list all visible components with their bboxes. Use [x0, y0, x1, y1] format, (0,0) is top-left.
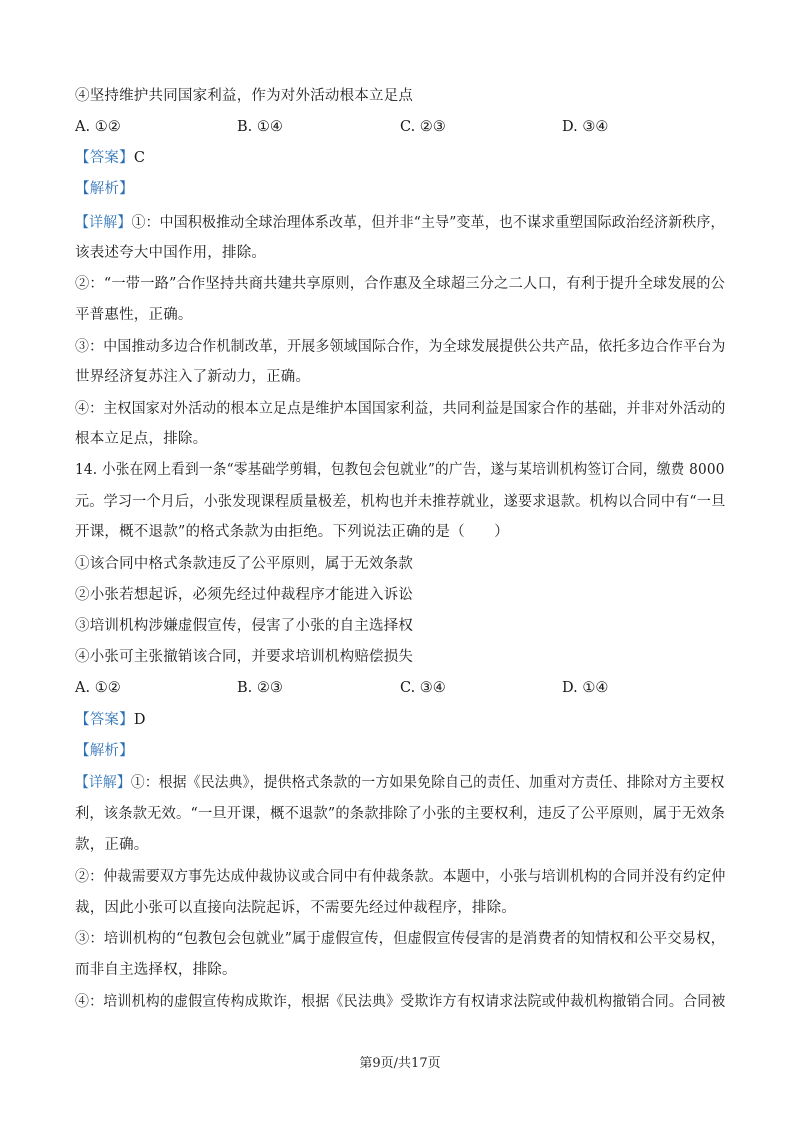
q14-option-a: A. ①② [75, 680, 121, 696]
q13-detail-line: ②：“一带一路”合作坚持共商共建共享原则，合作惠及全球超三分之二人口，有利于提升全球发展的公 [75, 276, 726, 292]
q14-detail-line: 裁，因此小张可以直接向法院起诉，不需要先经过仲裁程序，排除。 [75, 900, 516, 916]
q13-item-4: ④坚持维护共同国家利益，作为对外活动根本立足点 [75, 88, 414, 104]
q13-option-b: B. ①④ [237, 119, 283, 135]
answer-tag: 【答案】 [75, 712, 134, 728]
q14-detail-line: 而非自主选择权，排除。 [75, 962, 237, 978]
q13-detail-line [75, 213, 725, 233]
q14-detail-line [75, 773, 724, 793]
q14-stem-line: 开课，概不退款”的格式条款为由拒绝。下列说法正确的是（ ） [75, 524, 509, 540]
q13-option-d: D. ③④ [562, 119, 609, 135]
page-number: 第9页/共17页 [359, 1056, 441, 1071]
q14-answer [75, 710, 146, 730]
q13-detail-line: 平普惠性，正确。 [75, 307, 193, 323]
answer-value: D [133, 712, 146, 728]
q14-detail-line: ④：培训机构的虚假宣传构成欺诈，根据《民法典》受欺诈方有权请求法院或仲裁机构撤销合同。合同被 [75, 994, 726, 1010]
q14-detail-line: 利，该条款无效。“一旦开课，概不退款”的条款排除了小张的主要权利，违反了公平原则，属于无效条 [75, 806, 726, 822]
detail-tag: 【详解】 [75, 775, 131, 791]
q14-stem-line: 14. 小张在网上看到一条“零基础学剪辑，包教包会包就业”的广告，遂与某培训机构签订合同，缴费 8000 [75, 462, 725, 478]
q14-item-1: ①该合同中格式条款违反了公平原则，属于无效条款 [75, 556, 414, 572]
answer-value: C [133, 150, 146, 166]
q14-option-c: C. ③④ [400, 680, 446, 696]
q13-analysis-tag: 【解析】 [75, 181, 134, 197]
q14-option-d: D. ①④ [562, 680, 609, 696]
q13-detail-line: ③：中国推动多边合作机制改革，开展多领域国际合作，为全球发展提供公共产品，依托多边合作平台为 [75, 339, 726, 355]
q14-stem-line: 元。学习一个月后，小张发现课程质量极差，机构也并未推荐就业，遂要求退款。机构以合同中有“一旦 [75, 494, 726, 510]
detail-text: ①：根据《民法典》，提供格式条款的一方如果免除自己的责任、加重对方责任、排除对方主要权 [130, 775, 725, 791]
q13-detail-line: ④：主权国家对外活动的根本立足点是维护本国国家利益，共同利益是国家合作的基础，并非对外活动的 [75, 401, 726, 417]
q13-answer [75, 148, 145, 168]
q14-item-4: ④小张可主张撤销该合同，并要求培训机构赔偿损失 [75, 649, 414, 665]
q14-detail-line: ③：培训机构的“包教包会包就业”属于虚假宣传，但虚假宣传侵害的是消费者的知情权和公平交易权， [75, 931, 726, 947]
detail-tag: 【详解】 [75, 215, 132, 231]
q13-option-c: C. ②③ [400, 119, 446, 135]
detail-text: ①：中国积极推动全球治理体系改革，但并非“主导”变革，也不谋求重塑国际政治经济新秩序， [131, 215, 725, 231]
q13-detail-line: 世界经济复苏注入了新动力，正确。 [75, 369, 311, 385]
q13-detail-line: 该表述夸大中国作用，排除。 [75, 245, 267, 261]
answer-tag: 【答案】 [75, 150, 134, 166]
q14-analysis-tag: 【解析】 [75, 743, 134, 759]
q14-detail-line: ②：仲裁需要双方事先达成仲裁协议或合同中有仲裁条款。本题中，小张与培训机构的合同并没有约定仲 [75, 869, 726, 885]
q14-detail-line: 款，正确。 [75, 837, 149, 853]
q14-option-b: B. ②③ [237, 680, 283, 696]
q13-option-a: A. ①② [75, 119, 121, 135]
q14-item-2: ②小张若想起诉，必须先经过仲裁程序才能进入诉讼 [75, 587, 414, 603]
q14-item-3: ③培训机构涉嫌虚假宣传，侵害了小张的自主选择权 [75, 618, 414, 634]
q13-detail-line: 根本立足点，排除。 [75, 431, 208, 447]
